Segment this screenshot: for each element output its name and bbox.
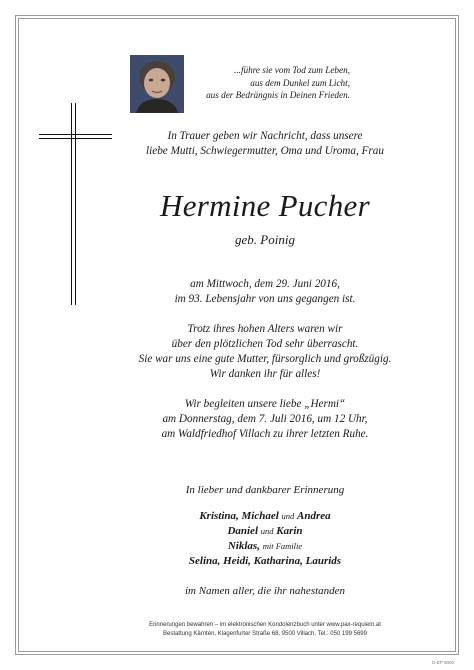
tribute-text: Trotz ihres hohen Alters waren wir über den plötzlichen Tod sehr überrascht. Sie war uns eine gute Mutter, fürsorglich und großzügig. Wir danken ihr für alles! — [138, 323, 392, 380]
condolence-link[interactable]: Erinnerungen bewahren – im elektronischen Kondolenzbuch unter www.pax-requiem.at — [149, 622, 381, 628]
family-line: Kristina, Michael und Andrea — [199, 510, 331, 522]
deceased-name: Hermine Pucher — [160, 188, 370, 223]
burial-info: Wir begleiten unsere liebe „Hermi“ am Donnerstag, dem 7. Juli 2016, um 12 Uhr, am Waldfriedhof Villach zu ihrer letzten Ruhe. — [161, 398, 369, 440]
document-code: D-EP 9000 — [432, 660, 454, 665]
funeral-home-footer — [100, 621, 430, 638]
quote-line: aus der Bedrängnis in Deinen Frieden. — [206, 90, 350, 100]
family-list — [100, 509, 430, 569]
family-line: Niklas, mit Familie — [227, 540, 303, 552]
quote-line: ...führe sie vom Tod zum Leben, — [234, 65, 350, 75]
funeral-home-address: Bestattung Kärnten, Klagenfurter Straße 68, 9500 Villach, Tel.: 050 199 5699 — [163, 630, 367, 637]
memory-line: In lieber und dankbarer Erinnerung — [185, 484, 345, 496]
quote-line: aus dem Dunkel zum Licht, — [250, 77, 350, 88]
family-line: Selina, Heidi, Katharina, Laurids — [188, 555, 342, 567]
maiden-name: geb. Poinig — [235, 232, 295, 247]
date-of-death: am Mittwoch, dem 29. Juni 2016, im 93. Lebensjahr von uns gegangen ist. — [174, 278, 356, 305]
portrait-photo — [130, 55, 184, 113]
announcement-intro: In Trauer geben wir Nachricht, dass unsere liebe Mutti, Schwiegermutter, Oma und Uroma, Frau — [146, 130, 384, 157]
family-line: Daniel und Karin — [227, 525, 303, 537]
bible-quote — [180, 64, 350, 102]
closing-line: im Namen aller, die ihr nahestanden — [184, 585, 346, 597]
